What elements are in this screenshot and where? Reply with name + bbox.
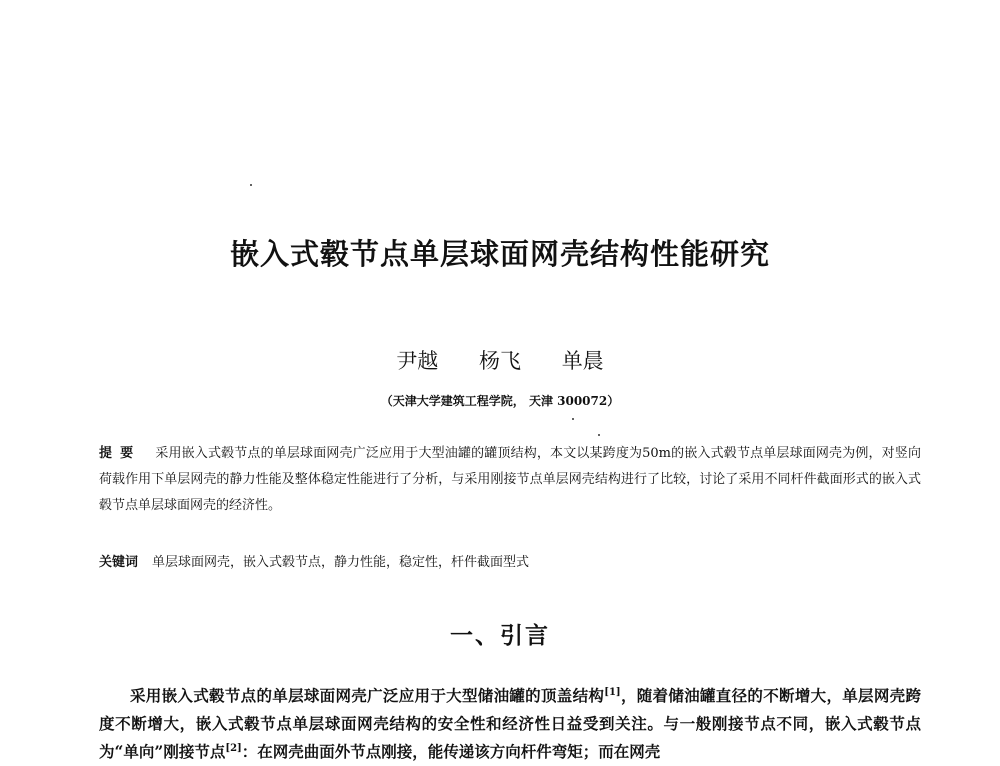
keywords bbox=[99, 553, 921, 573]
paragraph-text: 采用嵌入式毂节点的单层球面网壳广泛应用于大型储油罐的顶盖结构 bbox=[130, 686, 605, 705]
scan-speck bbox=[598, 434, 600, 436]
scan-speck bbox=[572, 418, 574, 420]
paragraph-text: ：在网壳曲面外节点刚接，能传递该方向杆件弯矩；而在网壳 bbox=[241, 742, 661, 761]
author-name: 杨飞 bbox=[479, 349, 521, 373]
author-name: 尹越 bbox=[396, 349, 439, 373]
citation-ref: [1] bbox=[604, 686, 621, 698]
paper-title: 嵌入式毂节点单层球面网壳结构性能研究 bbox=[229, 237, 770, 271]
abstract bbox=[99, 441, 921, 519]
citation-ref: [2] bbox=[225, 742, 242, 754]
author-list bbox=[0, 345, 1000, 375]
scan-speck bbox=[250, 184, 252, 186]
affiliation: （天津大学建筑工程学院， 天津 300072） bbox=[380, 394, 620, 408]
author-name: 单晨 bbox=[561, 349, 604, 373]
abstract-label: 提要 bbox=[99, 446, 142, 461]
abstract-text: 采用嵌入式毂节点的单层球面网壳广泛应用于大型油罐的罐顶结构，本文以某跨度为50m的嵌入式毂节点单层球面网壳为例，对竖向荷载作用下单层网壳的静力性能及整体稳定性能进行了分析，与采用刚接节点单层网壳结构进行了比较，讨论了采用不同杆件截面形式的嵌入式毂节点单层球面网壳的经济性。 bbox=[99, 446, 921, 513]
body-paragraph bbox=[99, 682, 921, 766]
paragraph-text: ，随着储油罐直径的不断增大，单层网壳跨度不断增大，嵌入式毂节点单层球面网壳结构的安全性和经济性日益受到关注。与一般刚接节点不同，嵌入式毂节点为“单向”刚接节点 bbox=[99, 686, 921, 761]
keywords-text: 单层球面网壳，嵌入式毂节点，静力性能，稳定性，杆件截面型式 bbox=[152, 555, 530, 570]
section-heading: 一、引言 bbox=[450, 623, 550, 649]
keywords-label: 关键词 bbox=[99, 555, 139, 570]
